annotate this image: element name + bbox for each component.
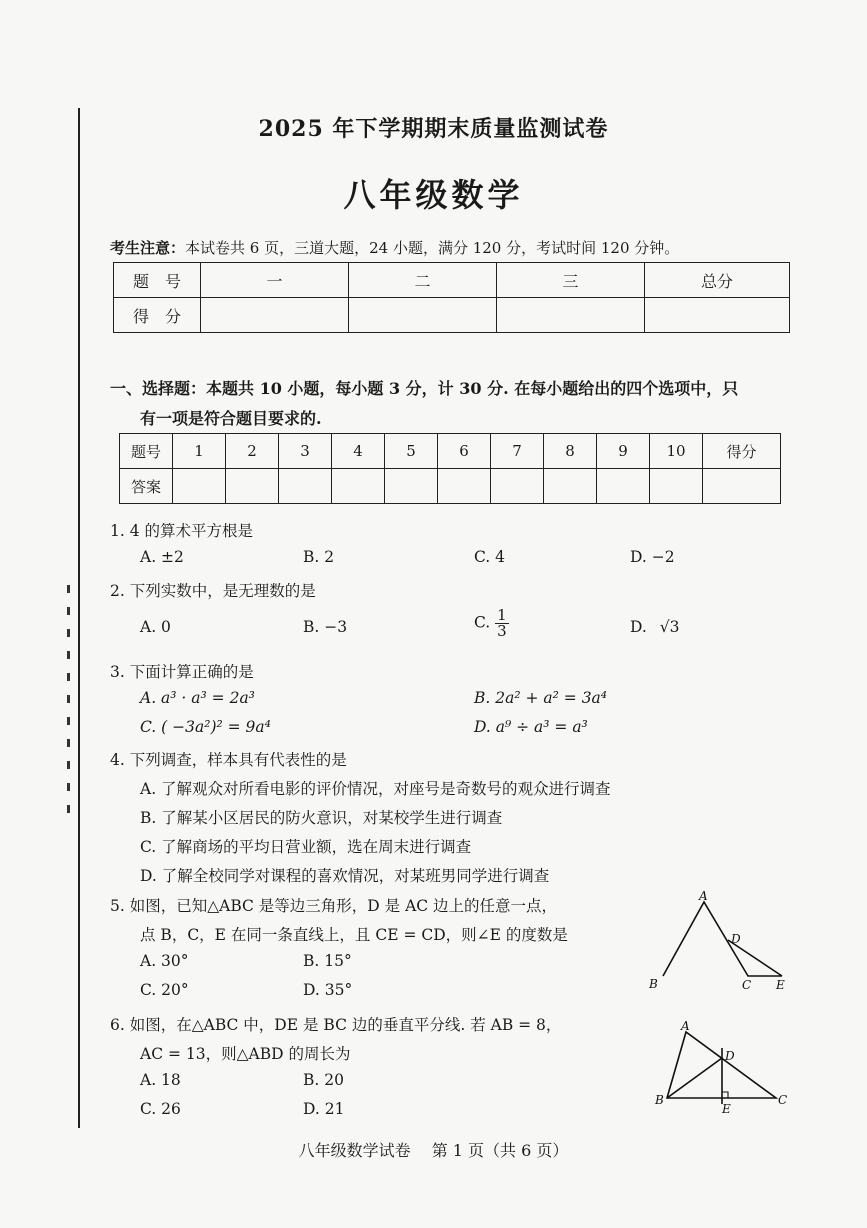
answer-header-score: 得分 xyxy=(703,434,781,469)
fraction-one-third xyxy=(495,608,509,639)
score-blank-total[interactable] xyxy=(645,298,790,333)
question-3-option-a: A. a³ · a³ = 2a³ xyxy=(140,689,255,707)
answer-blank-3[interactable] xyxy=(279,469,332,504)
question-5-option-d: D. 35° xyxy=(303,981,353,999)
question-1-stem: 1. 4 的算术平方根是 xyxy=(110,522,254,540)
answer-header-3: 3 xyxy=(279,434,332,469)
footer-exam-name: 八年级数学试卷 xyxy=(298,1141,411,1160)
question-5-option-c: C. 20° xyxy=(140,981,189,999)
question-4-option-b: B. 了解某小区居民的防火意识，对某校学生进行调查 xyxy=(140,809,503,827)
question-1-option-a: A. ±2 xyxy=(140,548,184,566)
question-3-option-c: C. ( −3a²)² = 9a⁴ xyxy=(140,718,271,736)
figure-6-label-b: B xyxy=(655,1093,664,1107)
question-2-option-a: A. 0 xyxy=(140,618,171,636)
score-blank-2[interactable] xyxy=(349,298,497,333)
question-2-option-c xyxy=(474,608,509,639)
question-2-option-c-label: C. xyxy=(474,613,491,632)
question-5-stem-line1: 5. 如图，已知△ABC 是等边三角形，D 是 AC 边上的任意一点， xyxy=(110,897,558,915)
figure-5-triangle xyxy=(640,888,800,1000)
figure-5-label-d: D xyxy=(731,932,741,946)
sqrt-three: √3 xyxy=(659,618,680,636)
section1-line1: 一、选择题：本题共 10 小题，每小题 3 分，计 30 分. 在每小题给出的四个选项中，只 xyxy=(110,379,739,398)
question-4-option-d: D. 了解全校同学对课程的喜欢情况，对某班男同学进行调查 xyxy=(140,867,550,885)
answer-header-10: 10 xyxy=(650,434,703,469)
answer-blank-8[interactable] xyxy=(544,469,597,504)
answer-blank-7[interactable] xyxy=(491,469,544,504)
answer-blank-2[interactable] xyxy=(226,469,279,504)
figure-6-label-c: C xyxy=(778,1093,788,1107)
figure-5-label-e: E xyxy=(776,978,785,992)
binding-seal-marks xyxy=(62,585,74,855)
question-5-option-a: A. 30° xyxy=(140,952,189,970)
score-cell-part3: 三 xyxy=(497,263,645,298)
notice-label: 考生注意： xyxy=(110,239,186,257)
question-1-option-c: C. 4 xyxy=(474,548,506,566)
question-6-stem-line1: 6. 如图，在△ABC 中，DE 是 BC 边的垂直平分线. 若 AB = 8， xyxy=(110,1016,562,1034)
answer-header-label: 题号 xyxy=(120,434,173,469)
exam-title: 2025 年下学期期末质量监测试卷 xyxy=(258,116,609,142)
answer-row-label: 答案 xyxy=(120,469,173,504)
exam-notice xyxy=(110,237,679,258)
question-3-stem: 3. 下面计算正确的是 xyxy=(110,663,254,681)
score-row-label: 得 分 xyxy=(114,298,201,333)
question-6-option-c: C. 26 xyxy=(140,1100,181,1118)
score-blank-3[interactable] xyxy=(497,298,645,333)
score-cell-label: 题 号 xyxy=(114,263,201,298)
question-4-option-a: A. 了解观众对所看电影的评价情况，对座号是奇数号的观众进行调查 xyxy=(140,780,611,798)
answer-blank-5[interactable] xyxy=(385,469,438,504)
question-2-option-b: B. −3 xyxy=(303,618,348,636)
score-table-score-row xyxy=(114,298,790,333)
question-1-option-d: D. −2 xyxy=(630,548,675,566)
answer-header-5: 5 xyxy=(385,434,438,469)
section1-heading xyxy=(110,374,800,434)
answer-header-8: 8 xyxy=(544,434,597,469)
answer-blank-6[interactable] xyxy=(438,469,491,504)
figure-5-label-c: C xyxy=(742,978,752,992)
question-4-stem: 4. 下列调查，样本具有代表性的是 xyxy=(110,751,347,769)
figure-6-segment-bd xyxy=(667,1058,722,1098)
question-6-option-b: B. 20 xyxy=(303,1071,344,1089)
answer-header-7: 7 xyxy=(491,434,544,469)
page-footer xyxy=(0,1138,867,1161)
answer-blank-4[interactable] xyxy=(332,469,385,504)
figure-6-right-angle-mark xyxy=(722,1092,728,1098)
score-cell-part2: 二 xyxy=(349,263,497,298)
answer-blank-1[interactable] xyxy=(173,469,226,504)
answer-header-9: 9 xyxy=(597,434,650,469)
figure-6-label-e: E xyxy=(722,1102,731,1116)
fraction-numerator: 1 xyxy=(497,606,507,624)
footer-page-number: 第 1 页（共 6 页） xyxy=(431,1141,569,1160)
answer-header-2: 2 xyxy=(226,434,279,469)
question-2-option-d-label: D. xyxy=(630,618,647,636)
score-blank-1[interactable] xyxy=(201,298,349,333)
answer-header-6: 6 xyxy=(438,434,491,469)
fraction-denominator: 3 xyxy=(497,622,507,640)
figure-5-label-b: B xyxy=(649,977,658,991)
answer-blank-score[interactable] xyxy=(703,469,781,504)
notice-text: 本试卷共 6 页，三道大题，24 小题，满分 120 分，考试时间 120 分钟。 xyxy=(185,239,680,257)
figure-6-label-d: D xyxy=(725,1049,735,1063)
score-cell-total: 总分 xyxy=(645,263,790,298)
question-1-option-b: B. 2 xyxy=(303,548,335,566)
question-5-stem-line2: 点 B，C，E 在同一条直线上，且 CE = CD，则∠E 的度数是 xyxy=(140,926,568,944)
score-table xyxy=(113,262,790,333)
subject-title: 八年级数学 xyxy=(343,176,524,214)
figure-6-label-a: A xyxy=(681,1019,690,1033)
question-5-option-b: B. 15° xyxy=(303,952,352,970)
question-6-option-d: D. 21 xyxy=(303,1100,345,1118)
answer-table-answer-row xyxy=(120,469,781,504)
question-2-stem: 2. 下列实数中，是无理数的是 xyxy=(110,582,316,600)
answer-table xyxy=(119,433,781,504)
section1-line2: 有一项是符合题目要求的. xyxy=(140,409,322,428)
answer-header-1: 1 xyxy=(173,434,226,469)
question-4-option-c: C. 了解商场的平均日营业额，选在周末进行调查 xyxy=(140,838,472,856)
figure-6-triangle xyxy=(652,1018,792,1116)
figure-5-label-a: A xyxy=(699,889,708,903)
answer-blank-10[interactable] xyxy=(650,469,703,504)
question-6-stem-line2: AC = 13，则△ABD 的周长为 xyxy=(140,1045,351,1063)
score-cell-part1: 一 xyxy=(201,263,349,298)
question-3-option-d: D. a⁹ ÷ a³ = a³ xyxy=(474,718,588,736)
question-3-option-b: B. 2a² + a² = 3a⁴ xyxy=(474,689,608,707)
answer-table-header-row xyxy=(120,434,781,469)
question-2-option-d xyxy=(630,618,680,636)
question-6-option-a: A. 18 xyxy=(140,1071,181,1089)
score-table-header-row xyxy=(114,263,790,298)
binding-line xyxy=(78,108,80,1128)
answer-header-4: 4 xyxy=(332,434,385,469)
answer-blank-9[interactable] xyxy=(597,469,650,504)
